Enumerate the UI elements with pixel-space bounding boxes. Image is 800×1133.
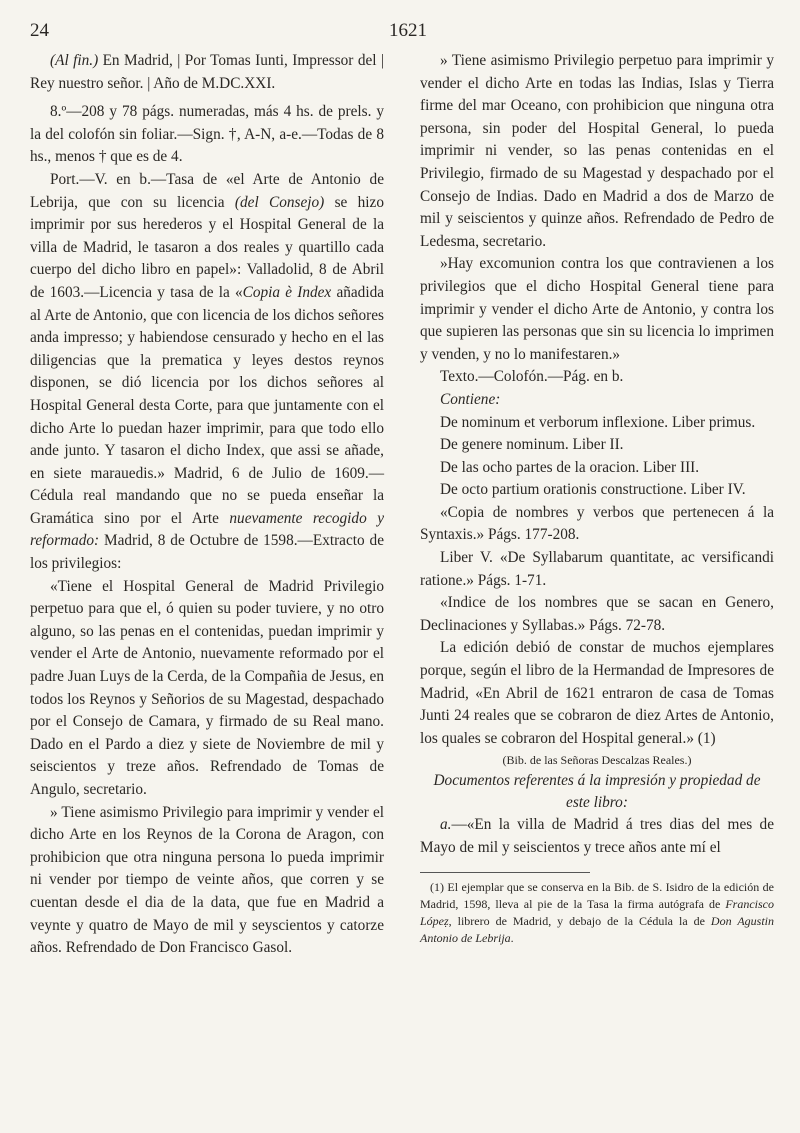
- privilege-paragraph-2: » Tiene asimismo Privilegio para imprimir y vender el dicho Arte en los Reynos de la Corona de Aragon, con prohibicion que otra ninguna persona lo pueda imprimir ni vender por tiempo de veinte años, que corren y se cuentan desde el dia de la data, que fue en Madrid a veynte y quatro de Mayo de mil y seyscientos y catorze años. Refrendado de Don Francisco Gasol.: [30, 803, 384, 957]
- footnote: [420, 879, 774, 947]
- footnote-text-a: (1) El ejemplar que se conserva en la Bib. de S. Isidro de la edición de Madrid, 1598, lleva al pie de la Tasa la firma autógrafa de: [420, 879, 774, 911]
- contiene-heading: [420, 389, 774, 412]
- texto-line: Texto.—Colofón.—Pág. en b.: [440, 368, 624, 386]
- contiene-label: Contiene:: [440, 390, 501, 408]
- document-a-label: a.: [440, 816, 452, 834]
- excomunion-paragraph: »Hay excomunion contra los que contravienen a los privilegios que el dicho Hospital General tiene para imprimir y vender el dicho Arte de Antonio, y contra los que supieren las personas que sin su licencia lo imprimen y venden, y no lo manifestaren.»: [420, 255, 774, 363]
- colophon-text: En Madrid, | Por Tomas Iunti, Impressor del | Rey nuestro señor. | Año de M.DC.XXI.: [30, 52, 384, 92]
- footnote-divider: [420, 872, 590, 873]
- page-year-heading: 1621: [389, 20, 427, 41]
- footnote-text-c: .: [510, 930, 514, 945]
- colophon-paragraph: [30, 50, 384, 95]
- page-number: 24: [30, 20, 49, 41]
- contents-item: De octo partium orationis constructione. Liber IV.: [440, 481, 746, 499]
- portada-text-c: añadida al Arte de Antonio, que con licencia de los dichos señores anda impresso; y habiendose censurado y hecho en el las diligencias que la prematica y leyes destos reynos disponen, se dió licencia por los dichos señores al Hospital General desta Corte, para que juntamente con el dicho Arte lo puedan hazer imprimir, para que todo ello ande junto. Y tasaron el dicho Index, que assi se añade, en siete marauedis.» Madrid, 6 de Julio de 1609.—Cédula real mandando que no se pueda enseñar la Gramática sino por el Arte: [30, 283, 385, 527]
- portada-text-a: Port.—V. en b.—Tasa de «el Arte de Antonio de Lebrija, que con su licencia: [30, 170, 384, 211]
- source-citation: (Bib. de las Señoras Descalzas Reales.): [502, 753, 692, 768]
- contents-item: De nominum et verborum inflexione. Liber primus.: [440, 413, 756, 431]
- footnote-italic-b: Don Agustin Antonio de Lebrija: [420, 913, 774, 945]
- privilege-paragraph-3: » Tiene asimismo Privilegio perpetuo para imprimir y vender el dicho Arte en todas las Indias, Islas y Tierra firme del mar Oceano, con prohibicion que ninguna otra persona, sin poder del Hospital General, lo pueda imprimir ni vender, so las penas contenidas en el Privilegio, firmado de su Magestad y despachado por el Consejo de Indias. Dado en Madrid a dos de Marzo de mil y seiscientos y quinze años. Refrendado de Pedro de Ledesma, secretario.: [420, 52, 774, 250]
- right-column: [420, 50, 774, 947]
- portada-text-b: se hizo imprimir por sus herederos y el Hospital General de la villa de Madrid, le tasaron a dos reales y quartillo cada cuerpo del dicho libro en papel»: Valladolid, 8 de Abril de 1603.—Licencia y tasa de la «: [30, 193, 384, 301]
- portada-text-d: Madrid, 8 de Octubre de 1598.—Extracto de los privilegios:: [30, 532, 384, 573]
- portada-italic-a: (del Consejo): [234, 193, 325, 211]
- format-paragraph: 8.º—208 y 78 págs. numeradas, más 4 hs. de prels. y la del colofón sin foliar.—Sign. †, A-N, a-e.—Todas de 8 hs., menos † que es de 4.: [30, 103, 384, 166]
- contents-item: «Copia de nombres y verbos que pertenecen á la Syntaxis.» Págs. 177-208.: [420, 503, 774, 544]
- colophon-italic: (Al fin.): [50, 52, 99, 69]
- documents-heading: Documentos referentes á la impresión y propiedad de este libro:: [433, 772, 761, 812]
- document-a-paragraph: [420, 814, 774, 859]
- contents-item: De genere nominum. Liber II.: [440, 436, 624, 454]
- footnote-italic-a: Francisco Lópeẓ: [420, 896, 774, 928]
- contents-item: De las ocho partes de la oracion. Liber III.: [440, 458, 700, 476]
- document-a-text: —«En la villa de Madrid á tres dias del mes de Mayo de mil y seiscientos y trece años ante mí el: [420, 816, 774, 856]
- portada-paragraph: [30, 169, 384, 576]
- footnote-text-b: , librero de Madrid, y debajo de la Cédula la de: [448, 913, 711, 928]
- edition-note-paragraph: La edición debió de constar de muchos ejemplares porque, según el libro de la Hermandad de Impresores de Madrid, «En Abril de 1621 entraron de casa de Tomas Junti 24 reales que se cobraron de diez Artes de Antonio, los quales se cobraron del Hospital general.» (1): [420, 639, 774, 747]
- contents-item: «Indice de los nombres que se sacan en Genero, Declinaciones y Syllabas.» Págs. 72-78.: [420, 594, 774, 634]
- portada-italic-b: Copia è Index: [242, 283, 332, 301]
- privilege-paragraph-1: «Tiene el Hospital General de Madrid Privilegio perpetuo para que el, ó quien su poder tuviere, y no otro alguno, so las penas en el contenidas, puedan imprimir y vender el Arte de Antonio, nuevamente reformado por el padre Juan Luys de la Cerda, de la Compañia de Jesus, en todos los Reynos y Señorios de su Magestad, despachado por el Consejo de Camara, y firmado de su Real mano. Dado en el Pardo a diez y siete de Noviembre de mil y seiscientos y treze años. Refrendado de Tomas de Angulo, secretario.: [30, 577, 384, 798]
- portada-italic-c: nuevamente recogido y reformado:: [30, 509, 385, 550]
- contents-item: Liber V. «De Syllabarum quantitate, ac versificandi ratione.» Págs. 1-71.: [420, 549, 774, 589]
- left-column: [30, 50, 384, 960]
